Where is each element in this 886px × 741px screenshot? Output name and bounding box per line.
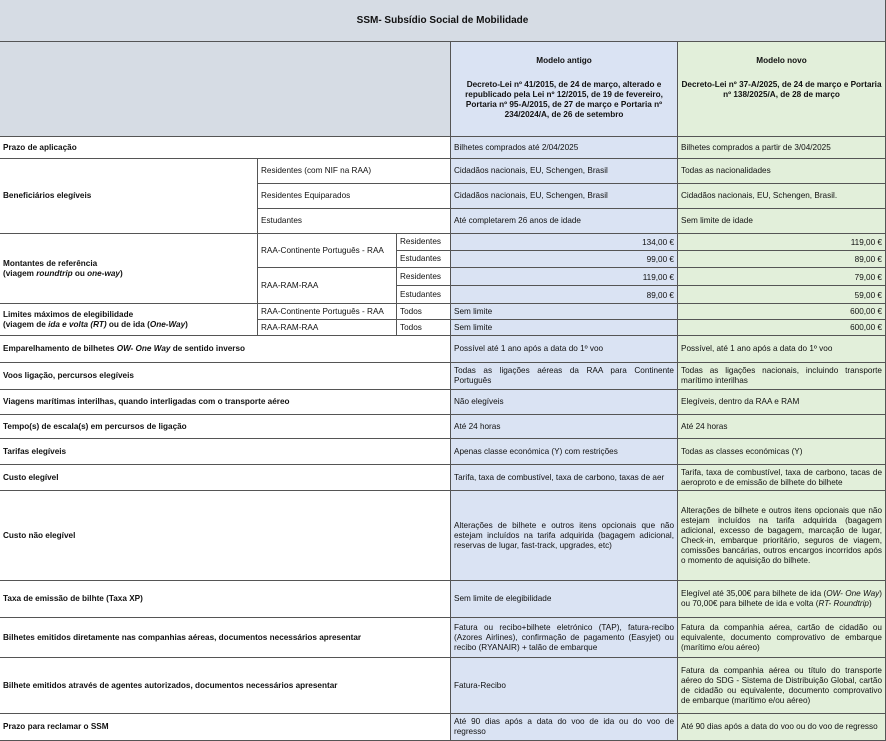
row-label-agentes: Bilhete emitidos através de agentes autorizados, documentos necessários apresentar <box>0 658 451 714</box>
taxa-new-pre: Elegível até 35,00€ para bilhete de ida ( <box>681 589 827 598</box>
emparelhamento-label-em: OW- One Way <box>116 344 171 353</box>
limites-ram-todos: Todos <box>397 320 451 336</box>
row-label-emparelhamento <box>0 336 451 363</box>
cell-emparelhamento-old: Possível até 1 ano após a data do 1º voo <box>451 336 678 363</box>
cell-limites-ram-new: 600,00 € <box>678 320 886 336</box>
row-label-limites <box>0 304 258 336</box>
header-blank <box>0 42 451 137</box>
cell-prazo-reclamar-new: Até 90 dias após a data do voo ou do voo de regresso <box>678 714 886 741</box>
sub-estudantes: Estudantes <box>258 209 451 234</box>
montantes-label-mid: ou <box>72 268 88 278</box>
cell-prazo-old: Bilhetes comprados até 2/04/2025 <box>451 137 678 159</box>
cell-voos-new: Todas as ligações nacionais, incluindo transporte marítimo interilhas <box>678 363 886 390</box>
cell-companhias-old: Fatura ou recibo+bilhete eletrónico (TAP), fatura-recibo (Azores Airlines), confirmação de pagamento (Easyjet) ou recibo (RYANAIR) + talão de embarque <box>451 618 678 658</box>
row-label-tarifas: Tarifas elegíveis <box>0 439 451 465</box>
table-title <box>0 0 886 42</box>
limites-label <box>3 310 188 330</box>
montantes-label-pre: (viagem <box>3 268 37 278</box>
cell-residentes-new: Todas as nacionalidades <box>678 159 886 184</box>
cell-ram-res-new: 79,00 € <box>678 268 886 286</box>
cell-cont-res-new: 119,00 € <box>678 234 886 251</box>
montantes-ram-estudantes: Estudantes <box>397 286 451 304</box>
cell-custo-elegivel-new: Tarifa, taxa de combustível, taxa de carbono, tacas de aeroproto e de emissão de bilhete do bilhete <box>678 465 886 491</box>
limites-continente: RAA-Continente Português - RAA <box>258 304 397 320</box>
taxa-new-text <box>681 589 882 609</box>
limites-label-pre: (viagem de <box>3 319 49 329</box>
limites-label-em1: ida e volta (RT) <box>48 319 107 329</box>
cell-limites-cont-old: Sem limite <box>451 304 678 320</box>
taxa-new-em2: RT- Roundtrip <box>818 599 869 608</box>
cell-emparelhamento-new: Possível, até 1 ano após a data do 1º voo <box>678 336 886 363</box>
sub-equiparados: Residentes Equiparados <box>258 184 451 209</box>
cell-maritimas-new: Elegíveis, dentro da RAA e RAM <box>678 390 886 415</box>
row-label-companhias: Bilhetes emitidos diretamente nas companhias aéreas, documentos necessários apresentar <box>0 618 451 658</box>
emparelhamento-label-pre: Emparelhamento de bilhetes <box>3 344 117 353</box>
cell-agentes-old: Fatura-Recibo <box>451 658 678 714</box>
cell-companhias-new: Fatura da companhia aérea, cartão de cidadão ou equivalente, documento comprovativo de embarque (marítimo e/ou aéreo) <box>678 618 886 658</box>
montantes-label-line1: Montantes de referência <box>3 258 98 268</box>
row-label-montantes <box>0 234 258 304</box>
limites-cont-todos: Todos <box>397 304 451 320</box>
limites-label-mid: ou de ida ( <box>106 319 150 329</box>
cell-voos-old: Todas as ligações aéreas da RAA para Continente Português <box>451 363 678 390</box>
montantes-label-em1: roundtrip <box>36 268 73 278</box>
header-new-model <box>678 42 886 137</box>
montantes-cont-estudantes: Estudantes <box>397 251 451 268</box>
cell-equiparados-new: Cidadãos nacionais, EU, Schengen, Brasil. <box>678 184 886 209</box>
cell-cont-est-new: 89,00 € <box>678 251 886 268</box>
cell-escala-new: Até 24 horas <box>678 415 886 439</box>
row-label-prazo-reclamar: Prazo para reclamar o SSM <box>0 714 451 741</box>
cell-ram-est-new: 59,00 € <box>678 286 886 304</box>
row-label-custo-nao-elegivel: Custo não elegível <box>0 491 451 581</box>
cell-escala-old: Até 24 horas <box>451 415 678 439</box>
cell-equiparados-old: Cidadãos nacionais, EU, Schengen, Brasil <box>451 184 678 209</box>
cell-limites-ram-old: Sem limite <box>451 320 678 336</box>
row-label-maritimas: Viagens marítimas interilhas, quando interligadas com o transporte aéreo <box>0 390 451 415</box>
cell-taxa-new <box>678 581 886 618</box>
cell-ram-est-old: 89,00 € <box>451 286 678 304</box>
row-label-taxa: Taxa de emissão de bilhte (Taxa XP) <box>0 581 451 618</box>
emparelhamento-label <box>3 344 245 354</box>
emparelhamento-label-post: de sentido inverso <box>170 344 246 353</box>
cell-estudantes-new: Sem limite de idade <box>678 209 886 234</box>
cell-custo-elegivel-old: Tarifa, taxa de combustível, taxa de carbono, taxas de aer <box>451 465 678 491</box>
cell-limites-cont-new: 600,00 € <box>678 304 886 320</box>
cell-custo-nao-new: Alterações de bilhete e outros itens opcionais que não estejam incluídos na tarifa adquirida (bagagem adicional, excesso de bagagem, marcação de lugar, Check-in, embarque prioritário, seguros de viagem, comissões bancárias, outros encargos incorridos após o momento de aquisição do bilhete. <box>678 491 886 581</box>
title-text: SSM- Subsídio Social de Mobilidade <box>356 14 529 26</box>
cell-ram-res-old: 119,00 € <box>451 268 678 286</box>
cell-cont-est-old: 99,00 € <box>451 251 678 268</box>
limites-label-em2: One-Way <box>149 319 186 329</box>
montantes-ram-residentes: Residentes <box>397 268 451 286</box>
limites-label-post: ) <box>185 319 188 329</box>
sub-residentes: Residentes (com NIF na RAA) <box>258 159 451 184</box>
cell-residentes-old: Cidadãos nacionais, EU, Schengen, Brasil <box>451 159 678 184</box>
montantes-label-em2: one-way <box>87 268 120 278</box>
taxa-new-em1: OW- One Way <box>826 589 880 598</box>
taxa-new-mid: ) ou 70,00€ para bilhete de ida e volta ( <box>681 589 882 608</box>
montantes-cont-residentes: Residentes <box>397 234 451 251</box>
new-model-decree: Decreto-Lei nº 37-A/2025, de 24 de março e Portaria nº 138/2025/A, de 28 de março <box>681 80 882 99</box>
row-label-escala: Tempo(s) de escala(s) em percursos de ligação <box>0 415 451 439</box>
old-model-decree: Decreto-Lei nº 41/2015, de 24 de março, alterado e republicado pela Lei nº 12/2015, de 19 de fevereiro, Portaria nº 95-A/2015, de 27 de março e Portaria nº 234/2024/A, de 26 de setembro <box>465 80 663 119</box>
header-old-model <box>451 42 678 137</box>
new-model-title: Modelo novo <box>756 56 807 65</box>
montantes-ram: RAA-RAM-RAA <box>258 268 397 304</box>
limites-ram: RAA-RAM-RAA <box>258 320 397 336</box>
montantes-label <box>3 259 123 279</box>
cell-prazo-reclamar-old: Até 90 dias após a data do voo de ida ou do voo de regresso <box>451 714 678 741</box>
taxa-new-post: ) <box>868 599 872 608</box>
cell-tarifas-old: Apenas classe económica (Y) com restrições <box>451 439 678 465</box>
montantes-continente: RAA-Continente Português - RAA <box>258 234 397 268</box>
cell-cont-res-old: 134,00 € <box>451 234 678 251</box>
montantes-label-post: ) <box>119 268 123 278</box>
cell-agentes-new: Fatura da companhia aérea ou título do transporte aéreo do SDG - Sistema de Distribuição Global, cartão de cidadão ou equivalente, documento comprovativo de embarque (marítimo e/ou aéreo) <box>678 658 886 714</box>
old-model-title: Modelo antigo <box>536 56 592 65</box>
row-label-custo-elegivel: Custo elegível <box>0 465 451 491</box>
cell-estudantes-old: Até completarem 26 anos de idade <box>451 209 678 234</box>
cell-tarifas-new: Todas as classes económicas (Y) <box>678 439 886 465</box>
cell-prazo-new: Bilhetes comprados a partir de 3/04/2025 <box>678 137 886 159</box>
cell-maritimas-old: Não elegíveis <box>451 390 678 415</box>
cell-taxa-old: Sem limite de elegibilidade <box>451 581 678 618</box>
row-label-voos: Voos ligação, percursos elegíveis <box>0 363 451 390</box>
cell-custo-nao-old: Alterações de bilhete e outros itens opcionais que não estejam incluídos na tarifa adquirida (bagagem adicional, reservas de lugar, fast-track, upgrades, etc) <box>451 491 678 581</box>
row-label-beneficiarios: Beneficiários elegíveis <box>0 159 258 234</box>
row-label-prazo: Prazo de aplicação <box>0 137 451 159</box>
limites-label-line1: Limites máximos de elegibilidade <box>3 309 134 319</box>
